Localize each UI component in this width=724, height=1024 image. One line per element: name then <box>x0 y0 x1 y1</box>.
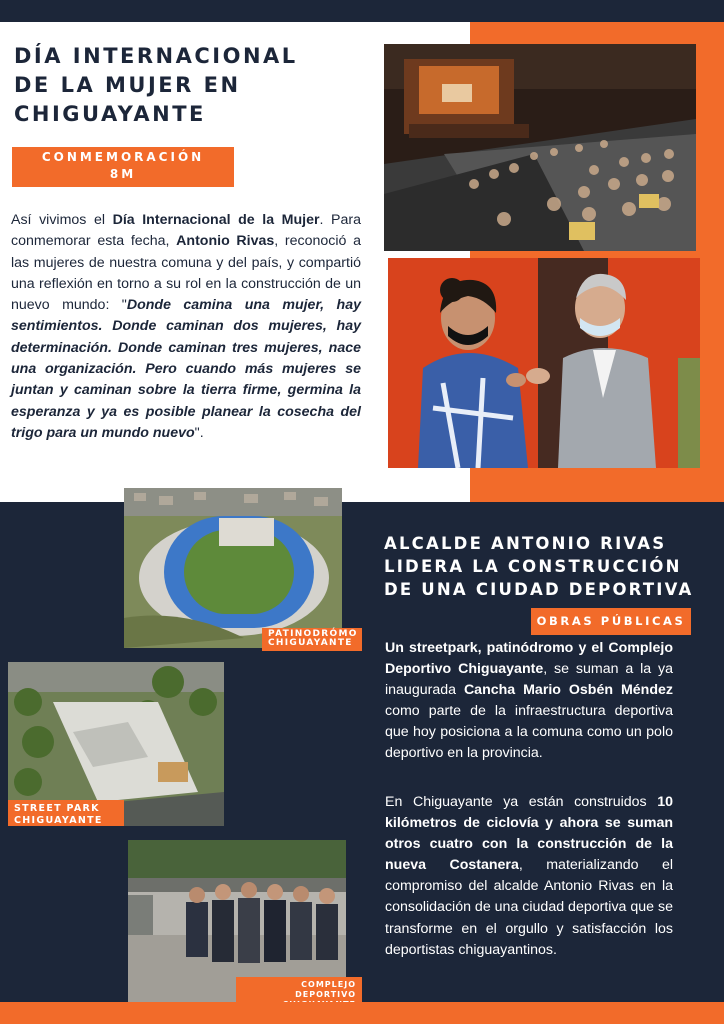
paragraph-ciclovia: En Chiguayante ya están construidos 10 kilómetros de ciclovía y ahora se suman otros cuatro con la construcción de la nueva Costanera, materializando el compromiso del alcalde Antonio Rivas en la consolidación de una ciudad deportiva que se transforme en el orgullo y satisfacción los deportistas chiguayantinos. <box>385 794 673 958</box>
bottom-bar <box>0 1002 724 1024</box>
headline-dia-mujer: DÍA INTERNACIONAL DE LA MUJER EN CHIGUAYANTE <box>14 44 298 126</box>
badge-obras-publicas: OBRAS PÚBLICAS <box>531 608 691 635</box>
caption-street-park: STREET PARK CHIGUAYANTE <box>8 800 124 826</box>
headline-ciudad-deportiva: ALCALDE ANTONIO RIVAS LIDERA LA CONSTRUCCIÓN DE UNA CIUDAD DEPORTIVA <box>384 534 694 599</box>
auditorium-photo <box>384 44 696 251</box>
caption-patinodromo: PATINODRÓMO CHIGUAYANTE <box>262 628 362 651</box>
top-bar <box>0 0 724 22</box>
badge-conmemoracion: CONMEMORACIÓN 8M <box>12 147 234 187</box>
caption-complejo-deportivo: COMPLEJO DEPORTIVO <box>236 977 362 1002</box>
paragraph-infraestructura: Un streetpark, patinódromo y el Complejo Deportivo Chiguayante, se suman a la ya inaugurada Cancha Mario Osbén Méndez como parte de la infraestructura deportiva que hoy posiciona a la comuna como un polo deportivo en la provincia. <box>385 640 674 762</box>
patinodromo-photo <box>124 488 342 648</box>
paragraph-intro: Así vivimos el Día Internacional de la Mujer. Para conmemorar esta fecha, Antonio Rivas, reconoció a las mujeres de nuestra comuna y del país, y compartió una reflexión en torno a su rol en la construcción de un nuevo mundo: "Donde camina una mujer, hay sentimientos. Donde caminan dos mujeres, hay determinación. Donde caminan tres mujeres, nace una organización. Pero cuando más mujeres se juntan y caminan sobre la tierra firme, germina la esperanza y ya es posible planear la cosecha del trigo para un mundo nuevo". <box>11 212 361 441</box>
mayor-conversation-photo <box>388 258 700 468</box>
